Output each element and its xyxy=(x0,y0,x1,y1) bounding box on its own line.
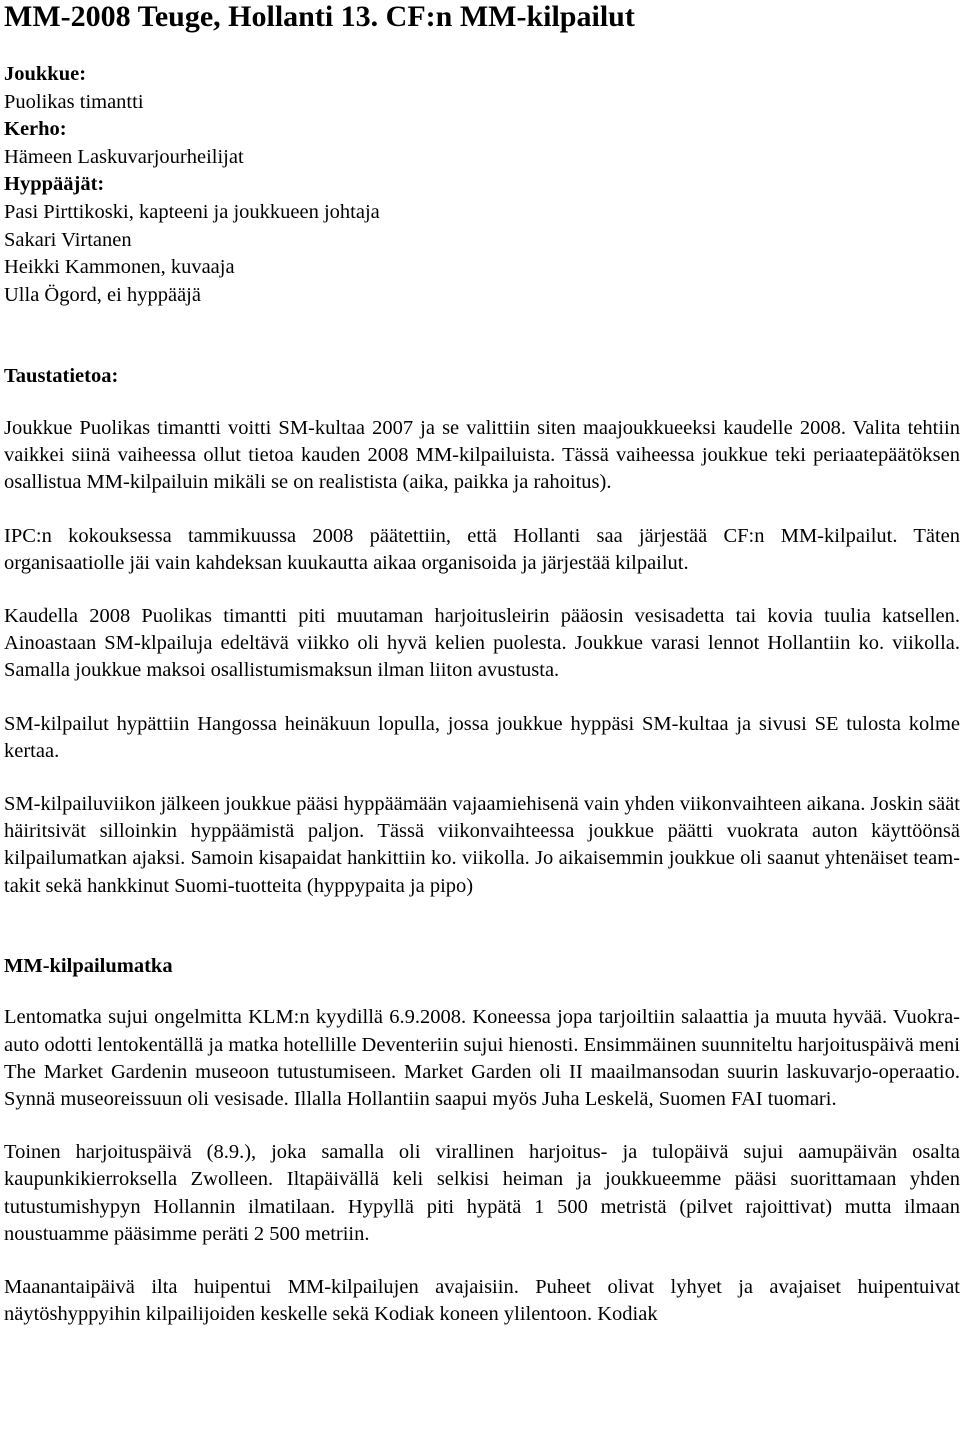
team-label: Joukkue: xyxy=(4,63,87,85)
club-value: Hämeen Laskuvarjourheilijat xyxy=(4,145,244,168)
document-title: MM-2008 Teuge, Hollanti 13. CF:n MM-kilpailut xyxy=(4,0,635,33)
background-heading: Taustatietoa: xyxy=(4,365,119,388)
jumpers-label: Hyppääjät: xyxy=(4,173,105,196)
team-info xyxy=(4,61,960,309)
background-paragraph: IPC:n kokouksessa tammikuussa 2008 päätettiin, että Hollanti saa järjestää CF:n MM-kilpailut. Täten organisaatiolle jäi vain kahdeksan kuukautta aikaa organisoida ja järjestää kilpailut. xyxy=(4,524,960,574)
club-label: Kerho: xyxy=(4,118,67,141)
background-paragraph: Kaudella 2008 Puolikas timantti piti muutaman harjoitusleirin pääosin vesisadetta tai kovia tuulia katsellen. Ainoastaan SM-klpailuja edeltävä viikko oli hyvä kelien puolesta. Joukkue varasi lennot Hollantiin ko. viikolla. Samalla joukkue maksoi osallistumismaksun ilman liiton avustusta. xyxy=(4,604,960,682)
trip-paragraph: Lentomatka sujui ongelmitta KLM:n kyydillä 6.9.2008. Koneessa jopa tarjoiltiin salaattia ja muuta hyvää. Vuokra-auto odotti lentokentällä ja matka hotellille Deventeriin sujui hienosti. Ensimmäinen suunniteltu harjoituspäivä meni The Market Gardenin museoon tutustumiseen. Market Garden oli II maailmansodan suurin laskuvarjo-operaatio. Synnä museoreissuun oli vesisade. Illalla Hollantiin saapui myös Juha Leskelä, Suomen FAI tuomari. xyxy=(4,1006,960,1110)
jumper-item: Pasi Pirttikoski, kapteeni ja joukkueen johtaja xyxy=(4,200,380,223)
trip-paragraph: Toinen harjoituspäivä (8.9.), joka samalla oli virallinen harjoitus- ja tulopäivä sujui aamupäivän osalta kaupunkikierroksella Zwolleen. Iltapäivällä keli selkisi heiman ja joukkueemme pääsi suorittamaan yhden tutustumishypyn Hollannin ilmatilaan. Hypyllä piti hypätä 1 500 metristä (pilvet rajoittivat) mutta ilmaan noustuamme pääsimme peräti 2 500 metriin. xyxy=(4,1141,960,1245)
trip-paragraph: Maanantaipäivä ilta huipentui MM-kilpailujen avajaisiin. Puheet olivat lyhyet ja avajaiset huipentuivat näytöshyppyihin kilpailijoiden keskelle sekä Kodiak koneen ylilentoon. Kodiak xyxy=(4,1276,960,1326)
background-paragraph: SM-kilpailut hypättiin Hangossa heinäkuun lopulla, jossa joukkue hyppäsi SM-kultaa ja sivusi SE tulosta kolme kertaa. xyxy=(4,712,960,762)
jumper-item: Ulla Ögord, ei hyppääjä xyxy=(4,283,201,306)
document-page xyxy=(4,0,960,1328)
background-paragraph: SM-kilpailuviikon jälkeen joukkue pääsi hyppäämään vajaamiehisenä vain yhden viikonvaihteen aikana. Joskin säät häiritsivät silloinkin hyppäämistä paljon. Tässä viikonvaihteessa joukkue päätti vuokrata auton käyttöönsä kilpailumatkan ajaksi. Samoin kisapaidat hankittiin ko. viikolla. Jo aikaisemmin joukkue oli saanut yhtenäiset team-takit sekä hankkinut Suomi-tuotteita (hyppypaita ja pipo) xyxy=(4,792,960,897)
team-value: Puolikas timantti xyxy=(4,90,144,113)
background-paragraph: Joukkue Puolikas timantti voitti SM-kultaa 2007 ja se valittiin siten maajoukkueeksi kaudelle 2008. Valita tehtiin vaikkei siinä vaiheessa ollut tietoa kauden 2008 MM-kilpailuista. Tässä vaiheessa joukkue teki periaatepäätöksen osallistua MM-kilpailuin mikäli se on realistista (aika, paikka ja rahoitus). xyxy=(4,416,960,494)
jumper-item: Sakari Virtanen xyxy=(4,228,132,251)
jumper-item: Heikki Kammonen, kuvaaja xyxy=(4,256,235,279)
trip-heading: MM-kilpailumatka xyxy=(4,954,173,977)
